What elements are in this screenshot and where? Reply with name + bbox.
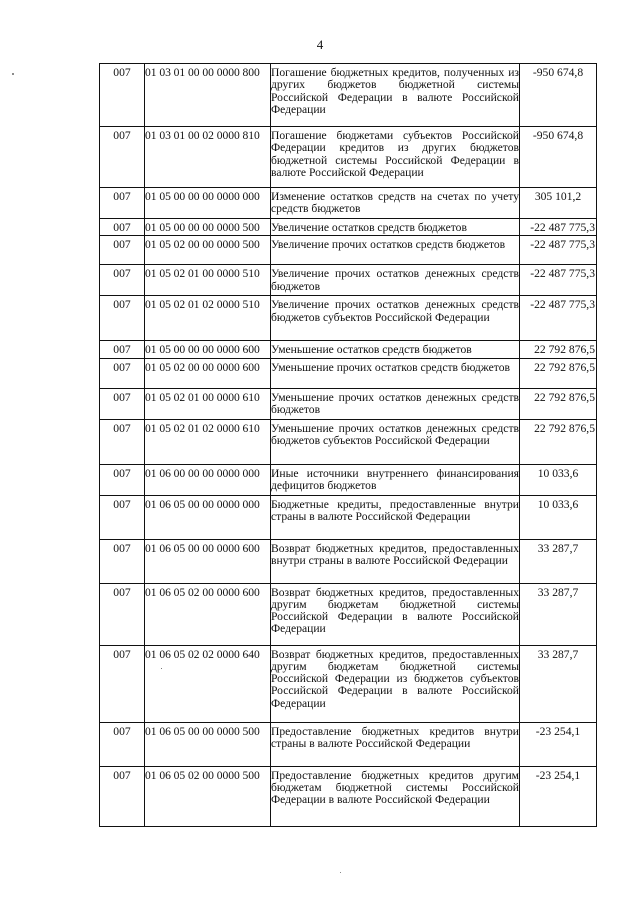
budget-classification-code-cell <box>145 265 271 296</box>
table-body <box>100 64 597 827</box>
amount-text: 22 792 876,5 <box>534 421 595 435</box>
admin-code-text: 007 <box>113 497 131 511</box>
budget-classification-code-cell <box>145 539 271 583</box>
budget-classification-code-cell <box>145 722 271 766</box>
admin-code-cell <box>100 495 145 539</box>
table-row <box>100 539 597 583</box>
admin-code-text: 007 <box>113 221 131 234</box>
admin-code-text: 007 <box>113 267 131 281</box>
budget-classification-code-cell <box>145 464 271 495</box>
budget-classification-code-cell <box>145 645 271 722</box>
amount-cell <box>520 296 597 341</box>
admin-code-text: 007 <box>113 647 131 661</box>
admin-code-cell <box>100 583 145 645</box>
amount-text: -22 487 775,3 <box>530 298 595 312</box>
amount-cell <box>520 722 597 766</box>
amount-text: -950 674,8 <box>532 129 584 142</box>
source-name-text: Погашение бюджетами субъектов Российской Федерации кредитов из других бюджетов бюджетной системы Российской Федерации в валюте Российской Федерации <box>271 129 519 179</box>
budget-classification-code-cell <box>145 64 271 127</box>
table-row <box>100 236 597 265</box>
admin-code-text: 007 <box>113 238 131 252</box>
budget-classification-code-cell <box>145 766 271 826</box>
amount-text: -22 487 775,3 <box>530 238 595 252</box>
source-name-cell <box>271 296 520 341</box>
scan-speck <box>12 73 14 75</box>
amount-cell <box>520 495 597 539</box>
source-name-text: Иные источники внутреннего финансирования дефицитов бюджетов <box>271 466 519 492</box>
amount-text: 33 287,7 <box>537 541 579 555</box>
admin-code-text: 007 <box>113 66 131 79</box>
source-name-text: Погашение бюджетных кредитов, полученных из других бюджетов бюджетной системы Российской Федерации в валюте Российской Федерации <box>271 66 519 116</box>
admin-code-text: 007 <box>113 724 131 738</box>
source-name-text: Уменьшение прочих остатков средств бюджетов <box>271 360 510 374</box>
admin-code-cell <box>100 388 145 419</box>
admin-code-cell <box>100 766 145 826</box>
source-name-text: Возврат бюджетных кредитов, предоставленных другим бюджетам бюджетной системы Российской Федерации из бюджетов субъектов Российской Федерации в валюте Российской Федерации <box>271 647 519 710</box>
budget-classification-code-cell <box>145 358 271 388</box>
amount-text: -23 254,1 <box>535 724 581 738</box>
source-name-cell <box>271 64 520 127</box>
table-row <box>100 341 597 358</box>
amount-cell <box>520 64 597 127</box>
source-name-text: Изменение остатков средств на счетах по учету средств бюджетов <box>271 190 519 216</box>
amount-text: 22 792 876,5 <box>534 390 595 404</box>
amount-text: -950 674,8 <box>532 66 584 79</box>
source-name-text: Возврат бюджетных кредитов, предоставленных внутри страны в валюте Российской Федерации <box>271 541 519 567</box>
budget-classification-code-text: 01 06 05 00 00 0000 000 <box>145 497 260 511</box>
source-name-text: Уменьшение прочих остатков денежных средств бюджетов <box>271 390 519 416</box>
source-name-text: Возврат бюджетных кредитов, предоставленных другим бюджетам бюджетной системы Российской Федерации в валюте Российской Федерации <box>271 585 519 636</box>
budget-classification-code-text: 01 05 02 01 00 0000 510 <box>145 267 260 281</box>
table-row <box>100 358 597 388</box>
admin-code-cell <box>100 64 145 127</box>
budget-classification-code-cell <box>145 583 271 645</box>
admin-code-cell <box>100 341 145 358</box>
amount-text: 305 101,2 <box>534 190 582 203</box>
source-name-cell <box>271 236 520 265</box>
table-row <box>100 583 597 645</box>
admin-code-cell <box>100 722 145 766</box>
budget-classification-code-cell <box>145 388 271 419</box>
budget-classification-code-cell <box>145 419 271 464</box>
page-number: 4 <box>316 37 324 52</box>
admin-code-cell <box>100 236 145 265</box>
budget-classification-code-cell <box>145 296 271 341</box>
budget-classification-code-cell <box>145 127 271 188</box>
source-name-cell <box>271 419 520 464</box>
admin-code-cell <box>100 265 145 296</box>
amount-cell <box>520 236 597 265</box>
source-name-text: Увеличение прочих остатков денежных средств бюджетов субъектов Российской Федерации <box>271 298 519 324</box>
admin-code-cell <box>100 296 145 341</box>
table-row <box>100 464 597 495</box>
table-row <box>100 188 597 219</box>
budget-classification-code-text: 01 05 02 01 00 0000 610 <box>145 390 260 404</box>
amount-text: 22 792 876,5 <box>534 360 595 374</box>
admin-code-text: 007 <box>113 190 131 203</box>
source-name-cell <box>271 188 520 219</box>
admin-code-text: 007 <box>113 129 131 142</box>
amount-cell <box>520 127 597 188</box>
amount-cell <box>520 419 597 464</box>
budget-classification-code-cell <box>145 495 271 539</box>
source-name-text: Увеличение прочих остатков денежных средств бюджетов <box>271 267 519 293</box>
source-name-cell <box>271 265 520 296</box>
amount-cell <box>520 464 597 495</box>
table-row <box>100 766 597 826</box>
amount-cell <box>520 219 597 236</box>
budget-classification-code-text: 01 03 01 00 00 0000 800 <box>145 66 260 79</box>
amount-cell <box>520 358 597 388</box>
amount-text: -22 487 775,3 <box>530 221 595 234</box>
source-name-cell <box>271 495 520 539</box>
amount-text: 10 033,6 <box>537 497 579 511</box>
budget-classification-code-cell <box>145 188 271 219</box>
amount-text: 22 792 876,5 <box>534 343 595 357</box>
table-row <box>100 722 597 766</box>
budget-classification-code-text: 01 06 05 00 00 0000 600 <box>145 541 260 555</box>
admin-code-cell <box>100 419 145 464</box>
table-row <box>100 419 597 464</box>
amount-text: 33 287,7 <box>537 647 579 661</box>
budget-classification-code-text: 01 05 02 00 00 0000 500 <box>145 238 260 252</box>
admin-code-cell <box>100 358 145 388</box>
source-name-cell <box>271 645 520 722</box>
source-name-cell <box>271 127 520 188</box>
admin-code-cell <box>100 539 145 583</box>
admin-code-text: 007 <box>113 343 131 357</box>
source-name-cell <box>271 722 520 766</box>
amount-cell <box>520 766 597 826</box>
amount-cell <box>520 188 597 219</box>
source-name-text: Увеличение остатков средств бюджетов <box>271 221 467 234</box>
admin-code-cell <box>100 645 145 722</box>
source-name-cell <box>271 219 520 236</box>
table-row <box>100 388 597 419</box>
budget-sources-table <box>99 63 597 827</box>
budget-classification-code-text: 01 06 00 00 00 0000 000 <box>145 466 260 480</box>
table-row <box>100 64 597 127</box>
scan-speck <box>340 872 341 873</box>
budget-classification-code-text: 01 06 05 00 00 0000 500 <box>145 724 260 738</box>
table-row <box>100 645 597 722</box>
source-name-cell <box>271 341 520 358</box>
budget-classification-code-cell <box>145 236 271 265</box>
amount-cell <box>520 341 597 358</box>
source-name-cell <box>271 583 520 645</box>
table-row <box>100 296 597 341</box>
admin-code-text: 007 <box>113 390 131 404</box>
budget-classification-code-text: 01 06 05 02 00 0000 600 <box>145 585 260 599</box>
table-row <box>100 127 597 188</box>
admin-code-text: 007 <box>113 541 131 555</box>
source-name-cell <box>271 358 520 388</box>
admin-code-text: 007 <box>113 298 131 312</box>
source-name-text: Предоставление бюджетных кредитов внутри страны в валюте Российской Федерации <box>271 724 519 750</box>
admin-code-text: 007 <box>113 360 131 374</box>
amount-cell <box>520 388 597 419</box>
budget-classification-code-cell <box>145 341 271 358</box>
amount-cell <box>520 265 597 296</box>
budget-classification-code-text: 01 05 00 00 00 0000 600 <box>145 343 260 357</box>
source-name-text: Увеличение прочих остатков средств бюджетов <box>271 238 506 252</box>
budget-classification-code-text: 01 05 02 00 00 0000 600 <box>145 360 260 374</box>
amount-text: -22 487 775,3 <box>530 267 595 281</box>
admin-code-text: 007 <box>113 585 131 599</box>
amount-text: -23 254,1 <box>535 768 581 782</box>
admin-code-cell <box>100 219 145 236</box>
amount-cell <box>520 539 597 583</box>
source-name-cell <box>271 388 520 419</box>
source-name-text: Уменьшение остатков средств бюджетов <box>271 343 472 357</box>
source-name-cell <box>271 464 520 495</box>
budget-classification-code-text: 01 06 05 02 02 0000 640 <box>145 647 260 661</box>
amount-text: 10 033,6 <box>537 466 579 480</box>
admin-code-text: 007 <box>113 768 131 782</box>
budget-classification-code-cell <box>145 219 271 236</box>
source-name-text: Уменьшение прочих остатков денежных средств бюджетов субъектов Российской Федерации <box>271 421 519 447</box>
admin-code-cell <box>100 188 145 219</box>
admin-code-cell <box>100 127 145 188</box>
source-name-text: Предоставление бюджетных кредитов другим бюджетам бюджетной системы Российской Федерации в валюте Российской Федерации <box>271 768 519 807</box>
budget-classification-code-text: 01 06 05 02 00 0000 500 <box>145 768 260 782</box>
admin-code-text: 007 <box>113 466 131 480</box>
table-row <box>100 495 597 539</box>
source-name-cell <box>271 766 520 826</box>
amount-text: 33 287,7 <box>537 585 579 599</box>
table-row <box>100 219 597 236</box>
source-name-cell <box>271 539 520 583</box>
source-name-text: Бюджетные кредиты, предоставленные внутри страны в валюте Российской Федерации <box>271 497 519 523</box>
budget-classification-code-text: 01 05 02 01 02 0000 510 <box>145 298 260 312</box>
amount-cell <box>520 645 597 722</box>
table-row <box>100 265 597 296</box>
budget-classification-code-text: 01 05 02 01 02 0000 610 <box>145 421 260 435</box>
admin-code-cell <box>100 464 145 495</box>
amount-cell <box>520 583 597 645</box>
budget-classification-code-text: 01 05 00 00 00 0000 500 <box>145 221 260 234</box>
budget-classification-code-text: 01 03 01 00 02 0000 810 <box>145 129 260 142</box>
admin-code-text: 007 <box>113 421 131 435</box>
budget-classification-code-text: 01 05 00 00 00 0000 000 <box>145 190 260 203</box>
